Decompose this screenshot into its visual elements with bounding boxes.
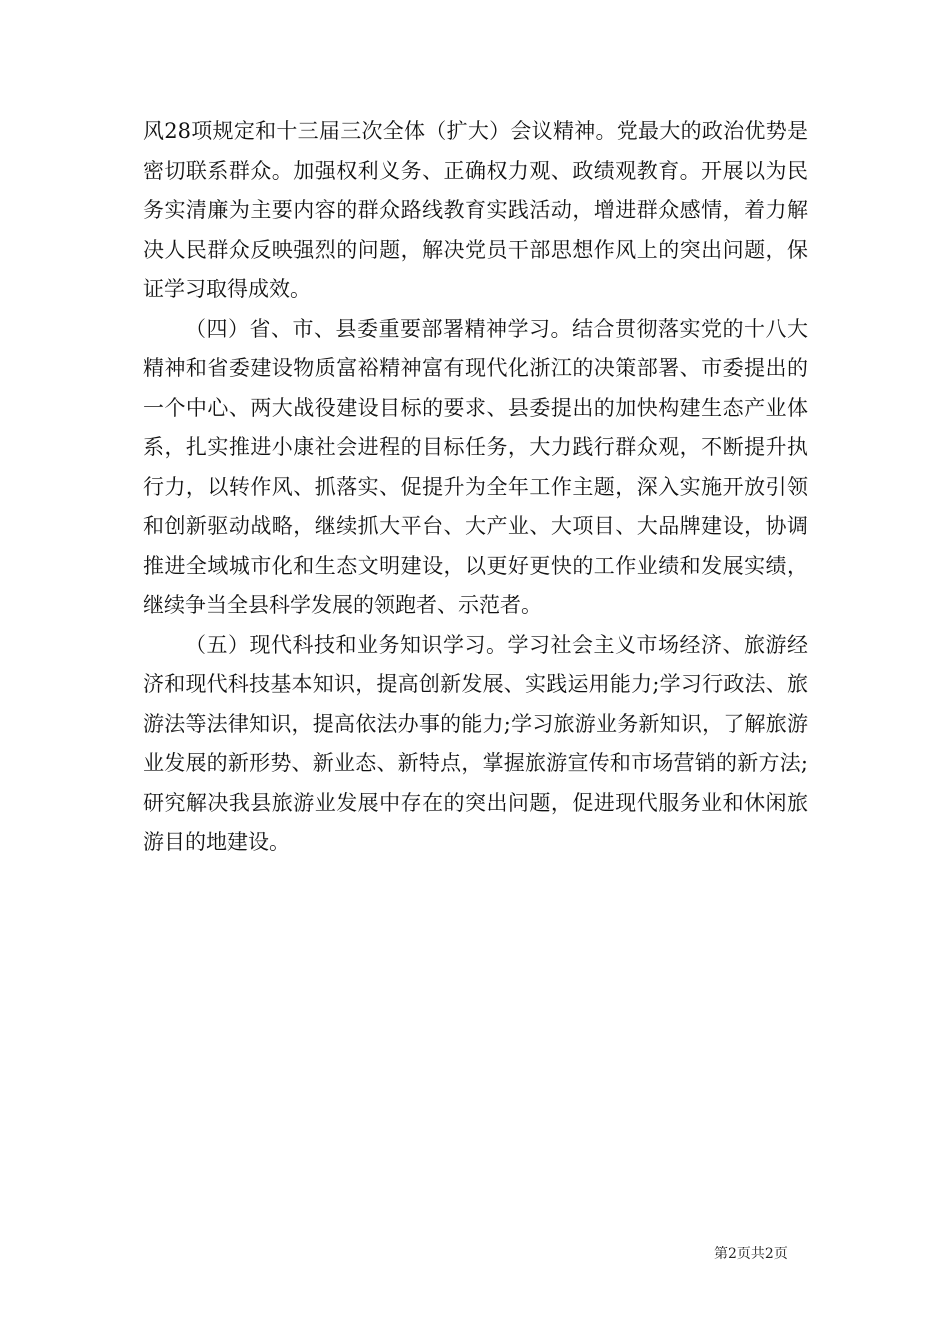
- document-body: [143, 112, 808, 863]
- page-number-footer: 第2页共2页: [714, 1246, 788, 1262]
- paragraph-section-five: （五）现代科技和业务知识学习。学习社会主义市场经济、旅游经济和现代科技基本知识，提高创新发展、实践运用能力;学习行政法、旅游法等法律知识，提高依法办事的能力;学习旅游业务新知识，了解旅游业发展的新形势、新业态、新特点，掌握旅游宣传和市场营销的新方法;研究解决我县旅游业发展中存在的突出问题，促进现代服务业和休闲旅游目的地建设。: [143, 632, 808, 854]
- paragraph-continuation: 风28项规定和十三届三次全体（扩大）会议精神。党最大的政治优势是密切联系群众。加强权利义务、正确权力观、政绩观教育。开展以为民务实清廉为主要内容的群众路线教育实践活动，增进群众感情，着力解决人民群众反映强烈的问题，解决党员干部思想作风上的突出问题，保证学习取得成效。: [143, 119, 808, 301]
- paragraph-section-four: （四）省、市、县委重要部署精神学习。结合贯彻落实党的十八大精神和省委建设物质富裕精神富有现代化浙江的决策部署、市委提出的一个中心、两大战役建设目标的要求、县委提出的加快构建生态产业体系，扎实推进小康社会进程的目标任务，大力践行群众观，不断提升执行力，以转作风、抓落实、促提升为全年工作主题，深入实施开放引领和创新驱动战略，继续抓大平台、大产业、大项目、大品牌建设，协调推进全域城市化和生态文明建设，以更好更快的工作业绩和发展实绩，继续争当全县科学发展的领跑者、示范者。: [143, 316, 808, 617]
